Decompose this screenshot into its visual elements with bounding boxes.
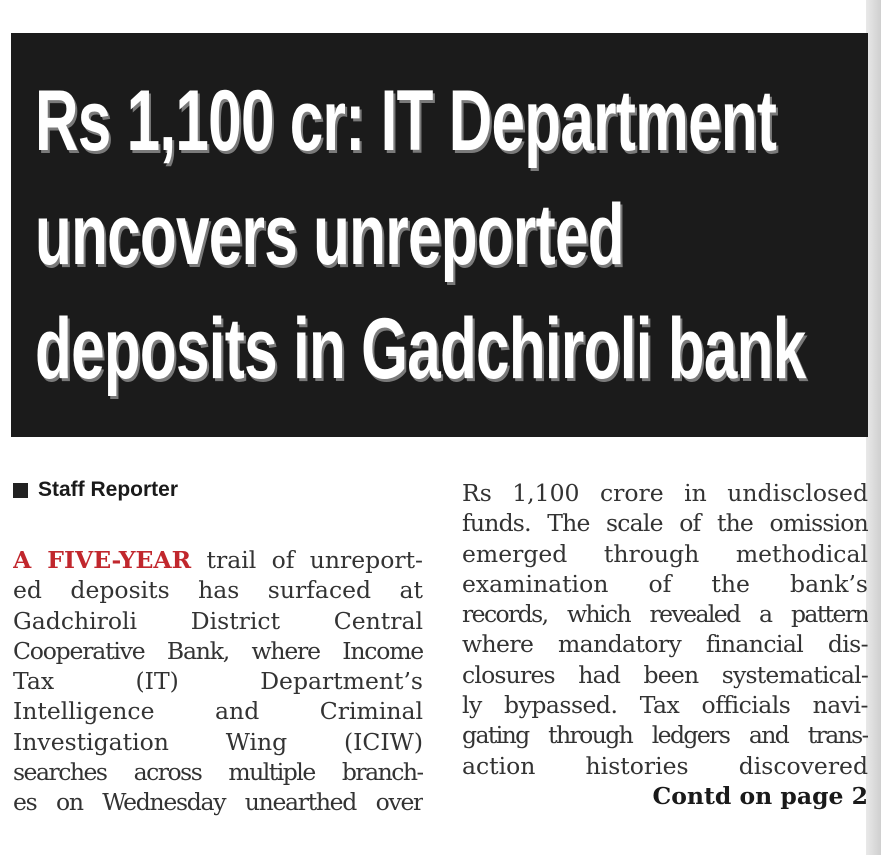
article-line: es on Wednesday unearthed over: [13, 788, 423, 817]
lead-in: A FIVE-YEAR: [13, 546, 192, 574]
byline: [13, 478, 178, 502]
article-column-right: [462, 478, 868, 811]
article-line: gating through ledgers and trans-: [462, 721, 868, 750]
byline-square-icon: [13, 483, 28, 498]
page-edge: [866, 0, 881, 855]
article-line: funds. The scale of the omission: [462, 509, 868, 538]
article-line: Gadchiroli District Central: [13, 606, 423, 635]
article-line: Rs 1,100 crore in undisclosed: [462, 479, 868, 507]
article-line: closures had been systematical-: [462, 660, 868, 689]
article-line: searches across multiple branch-: [13, 758, 423, 787]
byline-text: Staff Reporter: [38, 478, 179, 501]
article-line: ed deposits has surfaced at: [13, 576, 423, 605]
article-line: [13, 545, 423, 575]
article-line: Intelligence and Criminal: [13, 697, 423, 726]
article-line: Tax (IT) Department’s: [13, 667, 423, 696]
headline-line-1: Rs 1,100 cr: IT Department: [35, 73, 777, 169]
continued-note: Contd on page 2: [652, 781, 868, 810]
article-line: examination of the bank’s: [462, 569, 868, 598]
headline-line-2: uncovers unreported: [35, 187, 624, 283]
article-line: emerged through methodical: [462, 539, 868, 568]
article-line: Investigation Wing (ICIW): [13, 727, 423, 756]
article-line: Cooperative Bank, where Income: [13, 636, 423, 665]
headline-line-3: deposits in Gadchiroli bank: [35, 301, 806, 397]
article-line: where mandatory financial dis-: [462, 630, 868, 659]
article-line: ly bypassed. Tax officials navi-: [462, 691, 868, 720]
article-column-left: [13, 545, 423, 818]
headline-box: [11, 33, 868, 437]
article-line: records, which revealed a pattern: [462, 600, 868, 629]
article-line-text: trail of unreport-: [206, 546, 423, 574]
article-line: action histories discovered: [462, 751, 868, 780]
